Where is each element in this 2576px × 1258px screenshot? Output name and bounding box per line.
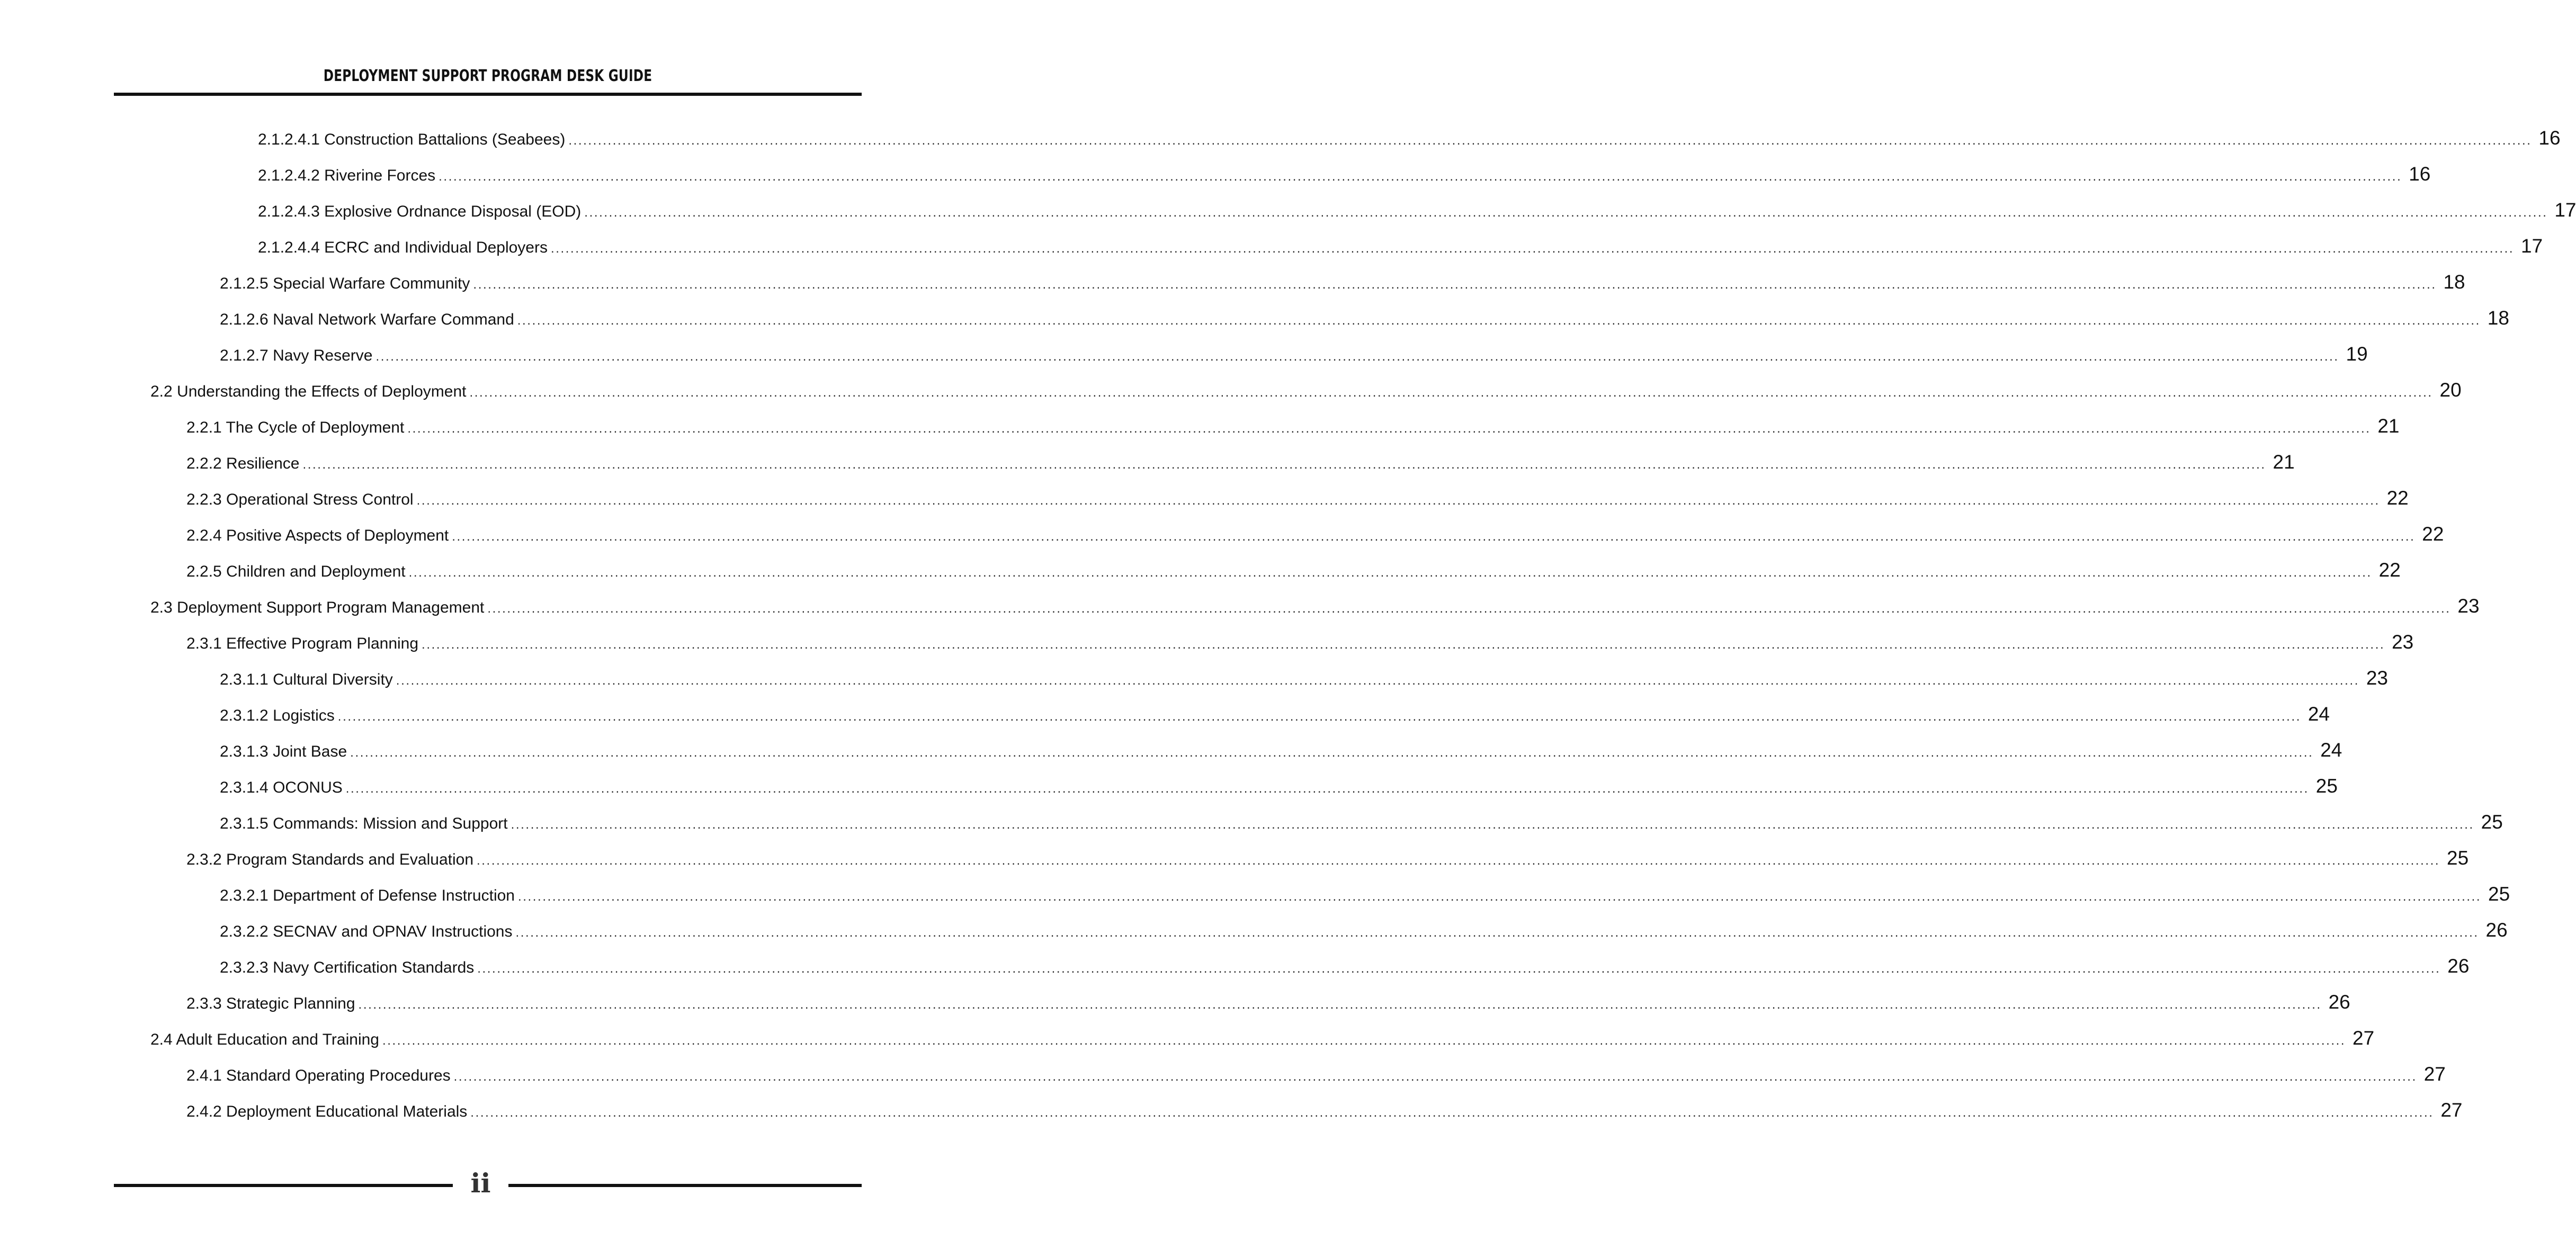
toc-dot-leader: ................................................................................................................................................................................................................................................................................................................................................................................................................: [453, 1070, 2417, 1084]
toc-entry[interactable]: [220, 307, 2509, 334]
toc-entry-page: 19: [2346, 343, 2368, 365]
toc-entry-title: 2.1.2.4.3 Explosive Ordnance Disposal (EOD): [258, 203, 582, 220]
toc-entry[interactable]: [150, 379, 2462, 406]
toc-dot-leader: ................................................................................................................................................................................................................................................................................................................................................................................................................: [408, 565, 2372, 580]
toc-dot-leader: ................................................................................................................................................................................................................................................................................................................................................................................................................: [517, 889, 2482, 904]
toc-entry[interactable]: [186, 559, 2401, 586]
toc-entry-title: 2.3.2.1 Department of Defense Instruction: [220, 887, 515, 904]
toc-entry-title: 2.3.1.4 OCONUS: [220, 779, 343, 796]
toc-entry-title: 2.3 Deployment Support Program Management: [150, 599, 485, 616]
toc-entry-title: 2.1.2.4.1 Construction Battalions (Seabees): [258, 131, 566, 148]
toc-entry-page: 24: [2307, 703, 2330, 725]
toc-entry-page: 22: [2422, 523, 2444, 545]
header-rule: [114, 93, 862, 96]
toc-entry-title: 2.4.2 Deployment Educational Materials: [186, 1103, 468, 1120]
toc-entry-page: 21: [2377, 415, 2400, 437]
toc-entry[interactable]: [186, 487, 2409, 514]
toc-entry[interactable]: [186, 451, 2295, 478]
toc-entry-page: 18: [2487, 307, 2509, 329]
toc-entry-title: 2.3.2.3 Navy Certification Standards: [220, 959, 475, 976]
toc-entry[interactable]: [220, 271, 2465, 298]
toc-dot-leader: ................................................................................................................................................................................................................................................................................................................................................................................................................: [452, 529, 2416, 544]
toc-dot-leader: ................................................................................................................................................................................................................................................................................................................................................................................................................: [358, 998, 2322, 1012]
toc-dot-leader: ................................................................................................................................................................................................................................................................................................................................................................................................................: [407, 421, 2371, 436]
toc-entry[interactable]: [220, 811, 2503, 838]
page-header-title: DEPLOYMENT SUPPORT PROGRAM DESK GUIDE: [323, 67, 652, 85]
toc-entry-title: 2.1.2.6 Naval Network Warfare Command: [220, 311, 514, 328]
toc-entry-page: 17: [2521, 235, 2543, 257]
toc-entry-page: 24: [2320, 739, 2342, 761]
toc-entry-title: 2.2.1 The Cycle of Deployment: [186, 419, 405, 436]
toc-entry[interactable]: [220, 739, 2342, 766]
toc-entry[interactable]: [150, 1027, 2375, 1054]
toc-entry[interactable]: [220, 667, 2388, 694]
toc-dot-leader: ................................................................................................................................................................................................................................................................................................................................................................................................................: [396, 673, 2359, 688]
toc-entry[interactable]: [258, 199, 2576, 226]
toc-entry-page: 17: [2554, 199, 2576, 221]
toc-entry[interactable]: [220, 775, 2338, 802]
toc-entry-page: 27: [2353, 1027, 2375, 1049]
toc-entry[interactable]: [258, 163, 2431, 190]
toc-entry-title: 2.1.2.5 Special Warfare Community: [220, 275, 470, 292]
toc-entry-title: 2.1.2.4.4 ECRC and Individual Deployers: [258, 239, 548, 256]
toc-entry[interactable]: [186, 991, 2350, 1018]
toc-entry-page: 25: [2488, 883, 2510, 905]
toc-entry[interactable]: [186, 1063, 2446, 1090]
toc-dot-leader: ................................................................................................................................................................................................................................................................................................................................................................................................................: [477, 962, 2441, 976]
toc-entry-title: 2.3.1 Effective Program Planning: [186, 635, 419, 652]
toc-dot-leader: ................................................................................................................................................................................................................................................................................................................................................................................................................: [568, 133, 2532, 148]
toc-dot-leader: ................................................................................................................................................................................................................................................................................................................................................................................................................: [422, 637, 2385, 652]
toc-entry[interactable]: [258, 235, 2543, 262]
footer-rule-right: [508, 1184, 862, 1187]
toc-entry-page: 23: [2366, 667, 2388, 689]
toc-dot-leader: ................................................................................................................................................................................................................................................................................................................................................................................................................: [487, 601, 2451, 616]
toc-entry-title: 2.2.2 Resilience: [186, 455, 300, 472]
toc-entry-title: 2.1.2.7 Navy Reserve: [220, 347, 373, 364]
footer-rule-left: [114, 1184, 453, 1187]
toc-entry-title: 2.3.1.2 Logistics: [220, 707, 335, 724]
toc-entry-page: 16: [2409, 163, 2431, 185]
toc-entry[interactable]: [220, 919, 2508, 946]
toc-entry[interactable]: [220, 343, 2368, 370]
toc-entry[interactable]: [186, 1099, 2463, 1126]
toc-entry-title: 2.3.2.2 SECNAV and OPNAV Instructions: [220, 923, 513, 940]
toc-dot-leader: ................................................................................................................................................................................................................................................................................................................................................................................................................: [350, 745, 2314, 760]
toc-entry-title: 2.2 Understanding the Effects of Deployment: [150, 383, 467, 400]
toc-entry-page: 26: [2328, 991, 2350, 1013]
toc-dot-leader: ................................................................................................................................................................................................................................................................................................................................................................................................................: [302, 457, 2266, 472]
toc-dot-leader: ................................................................................................................................................................................................................................................................................................................................................................................................................: [511, 817, 2474, 832]
toc-entry-page: 27: [2440, 1099, 2463, 1121]
toc-entry-page: 25: [2315, 775, 2338, 797]
toc-entry[interactable]: [258, 127, 2561, 154]
toc-entry-page: 23: [2392, 631, 2414, 653]
toc-entry-title: 2.3.1.5 Commands: Mission and Support: [220, 815, 508, 832]
toc-entry[interactable]: [186, 847, 2469, 874]
toc-entry-page: 18: [2443, 271, 2465, 293]
toc-dot-leader: ................................................................................................................................................................................................................................................................................................................................................................................................................: [469, 385, 2433, 400]
toc-entry[interactable]: [220, 703, 2330, 730]
toc-entry-title: 2.4 Adult Education and Training: [150, 1031, 379, 1048]
page-number: ii: [470, 1167, 491, 1199]
toc-dot-leader: ................................................................................................................................................................................................................................................................................................................................................................................................................: [337, 709, 2301, 724]
toc-entry-title: 2.3.2 Program Standards and Evaluation: [186, 851, 474, 868]
toc-dot-leader: ................................................................................................................................................................................................................................................................................................................................................................................................................: [439, 169, 2402, 184]
toc-dot-leader: ................................................................................................................................................................................................................................................................................................................................................................................................................: [470, 1106, 2434, 1120]
toc-entry-page: 22: [2378, 559, 2401, 581]
toc-entry-title: 2.1.2.4.2 Riverine Forces: [258, 167, 436, 184]
toc-dot-leader: ................................................................................................................................................................................................................................................................................................................................................................................................................: [473, 277, 2437, 292]
toc-entry[interactable]: [220, 883, 2510, 910]
toc-entry[interactable]: [220, 955, 2470, 982]
toc-dot-leader: ................................................................................................................................................................................................................................................................................................................................................................................................................: [416, 493, 2380, 508]
toc-dot-leader: ................................................................................................................................................................................................................................................................................................................................................................................................................: [375, 349, 2339, 364]
toc-entry-title: 2.2.3 Operational Stress Control: [186, 491, 414, 508]
toc-entry-title: 2.4.1 Standard Operating Procedures: [186, 1067, 451, 1084]
toc-entry-page: 23: [2457, 595, 2480, 617]
toc-entry-page: 16: [2538, 127, 2561, 149]
toc-entry-page: 20: [2439, 379, 2462, 401]
toc-entry-title: 2.2.4 Positive Aspects of Deployment: [186, 527, 449, 544]
toc-dot-leader: ................................................................................................................................................................................................................................................................................................................................................................................................................: [517, 313, 2481, 328]
toc-entry-page: 26: [2485, 919, 2508, 941]
toc-entry-page: 25: [2481, 811, 2503, 833]
toc-entry-page: 21: [2273, 451, 2295, 473]
toc-entry-page: 26: [2447, 955, 2470, 977]
toc-entry-page: 25: [2447, 847, 2469, 869]
toc-dot-leader: ................................................................................................................................................................................................................................................................................................................................................................................................................: [515, 925, 2479, 940]
toc-entry-title: 2.3.1.3 Joint Base: [220, 743, 347, 760]
toc-dot-leader: ................................................................................................................................................................................................................................................................................................................................................................................................................: [345, 781, 2309, 796]
toc-entry[interactable]: [186, 631, 2414, 658]
toc-entry-title: 2.2.5 Children and Deployment: [186, 563, 406, 580]
toc-entry[interactable]: [150, 595, 2480, 622]
toc-dot-leader: ................................................................................................................................................................................................................................................................................................................................................................................................................: [550, 241, 2515, 256]
toc-dot-leader: ................................................................................................................................................................................................................................................................................................................................................................................................................: [477, 853, 2440, 868]
toc-dot-leader: ................................................................................................................................................................................................................................................................................................................................................................................................................: [584, 205, 2548, 220]
toc-entry[interactable]: [186, 523, 2444, 550]
toc-entry-title: 2.3.3 Strategic Planning: [186, 995, 355, 1012]
toc-entry-page: 27: [2423, 1063, 2446, 1085]
toc-entry[interactable]: [186, 415, 2400, 442]
toc-dot-leader: ................................................................................................................................................................................................................................................................................................................................................................................................................: [382, 1034, 2346, 1048]
toc-entry-page: 22: [2386, 487, 2409, 509]
toc-entry-title: 2.3.1.1 Cultural Diversity: [220, 671, 393, 688]
